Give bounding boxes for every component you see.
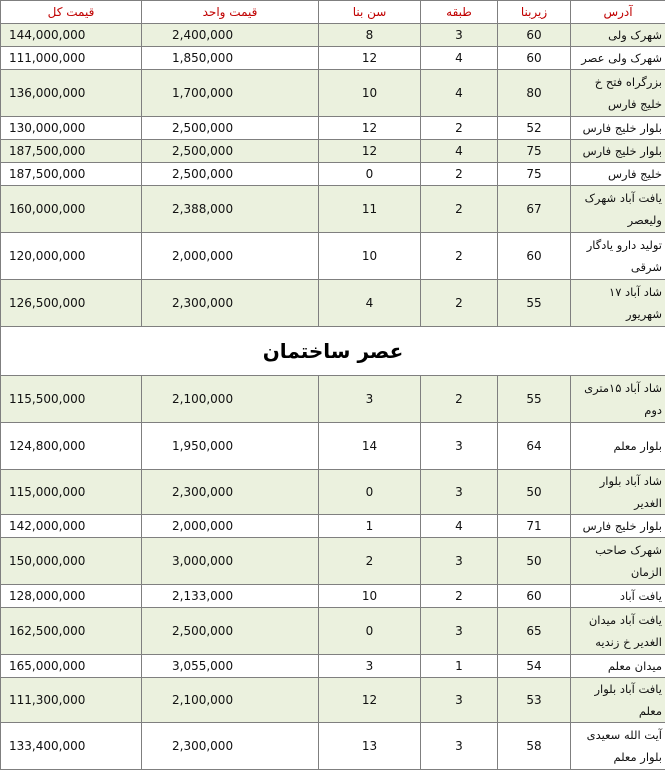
address-cell: آیت الله سعیدی بلوار معلم <box>571 723 665 770</box>
unit-price-cell: 1,700,000 <box>142 70 319 117</box>
address-cell: بلوار خلیج فارس <box>571 140 665 163</box>
unit-price-cell: 2,400,000 <box>142 24 319 47</box>
unit-price-cell: 2,300,000 <box>142 470 319 515</box>
area-cell: 54 <box>498 655 571 678</box>
area-cell: 55 <box>498 376 571 423</box>
table-row <box>1 515 665 538</box>
area-cell: 60 <box>498 24 571 47</box>
total-price-cell: 128,000,000 <box>1 585 142 608</box>
unit-price-cell: 3,000,000 <box>142 538 319 585</box>
address-cell: میدان معلم <box>571 655 665 678</box>
floor-cell: 2 <box>421 376 498 423</box>
header-total-price: قیمت کل <box>1 1 142 24</box>
area-cell: 58 <box>498 723 571 770</box>
address-cell: بلوار خلیج فارس <box>571 515 665 538</box>
area-cell: 67 <box>498 186 571 233</box>
area-cell: 64 <box>498 423 571 470</box>
unit-price-cell: 2,500,000 <box>142 608 319 655</box>
age-cell: 10 <box>319 70 421 117</box>
area-cell: 60 <box>498 233 571 280</box>
address-cell: خلیج فارس <box>571 163 665 186</box>
table-row <box>1 470 665 515</box>
address-cell: شاد آباد ۱۷ شهریور <box>571 280 665 327</box>
floor-cell: 4 <box>421 140 498 163</box>
floor-cell: 3 <box>421 470 498 515</box>
table-row <box>1 280 665 327</box>
age-cell: 12 <box>319 140 421 163</box>
age-cell: 3 <box>319 655 421 678</box>
age-cell: 13 <box>319 723 421 770</box>
age-cell: 0 <box>319 163 421 186</box>
table-row <box>1 423 665 470</box>
header-address: آدرس <box>571 1 665 24</box>
unit-price-cell: 2,100,000 <box>142 376 319 423</box>
area-cell: 65 <box>498 608 571 655</box>
brand-row <box>1 327 665 376</box>
age-cell: 3 <box>319 376 421 423</box>
address-cell: یافت آباد <box>571 585 665 608</box>
age-cell: 11 <box>319 186 421 233</box>
table-body-top <box>1 24 665 327</box>
age-cell: 14 <box>319 423 421 470</box>
total-price-cell: 124,800,000 <box>1 423 142 470</box>
total-price-cell: 160,000,000 <box>1 186 142 233</box>
total-price-cell: 111,000,000 <box>1 47 142 70</box>
age-cell: 12 <box>319 117 421 140</box>
table-row <box>1 140 665 163</box>
floor-cell: 2 <box>421 280 498 327</box>
area-cell: 60 <box>498 47 571 70</box>
total-price-cell: 150,000,000 <box>1 538 142 585</box>
table-row <box>1 163 665 186</box>
total-price-cell: 162,500,000 <box>1 608 142 655</box>
floor-cell: 1 <box>421 655 498 678</box>
age-cell: 4 <box>319 280 421 327</box>
address-cell: بزرگراه فتح خ خلیج فارس <box>571 70 665 117</box>
floor-cell: 4 <box>421 515 498 538</box>
brand-section <box>1 327 665 376</box>
unit-price-cell: 2,100,000 <box>142 678 319 723</box>
address-cell: یافت آباد بلوار معلم <box>571 678 665 723</box>
unit-price-cell: 2,500,000 <box>142 140 319 163</box>
header-floor: طبقه <box>421 1 498 24</box>
total-price-cell: 130,000,000 <box>1 117 142 140</box>
age-cell: 12 <box>319 678 421 723</box>
floor-cell: 2 <box>421 117 498 140</box>
table-row <box>1 608 665 655</box>
address-cell: تولید دارو یادگار شرقی <box>571 233 665 280</box>
table-row <box>1 538 665 585</box>
area-cell: 52 <box>498 117 571 140</box>
floor-cell: 3 <box>421 678 498 723</box>
address-cell: بلوار معلم <box>571 423 665 470</box>
floor-cell: 4 <box>421 47 498 70</box>
unit-price-cell: 2,388,000 <box>142 186 319 233</box>
floor-cell: 3 <box>421 538 498 585</box>
unit-price-cell: 1,950,000 <box>142 423 319 470</box>
floor-cell: 2 <box>421 233 498 280</box>
unit-price-cell: 2,133,000 <box>142 585 319 608</box>
total-price-cell: 136,000,000 <box>1 70 142 117</box>
age-cell: 0 <box>319 470 421 515</box>
floor-cell: 3 <box>421 423 498 470</box>
area-cell: 71 <box>498 515 571 538</box>
address-cell: شهرک ولی <box>571 24 665 47</box>
area-cell: 75 <box>498 163 571 186</box>
total-price-cell: 165,000,000 <box>1 655 142 678</box>
table-row <box>1 655 665 678</box>
age-cell: 8 <box>319 24 421 47</box>
unit-price-cell: 2,500,000 <box>142 163 319 186</box>
area-cell: 75 <box>498 140 571 163</box>
floor-cell: 2 <box>421 585 498 608</box>
unit-price-cell: 2,000,000 <box>142 515 319 538</box>
table-row <box>1 585 665 608</box>
table-row <box>1 117 665 140</box>
table-row <box>1 376 665 423</box>
age-cell: 10 <box>319 585 421 608</box>
brand-cell <box>1 327 665 376</box>
brand-logo: عصر ساختمان <box>263 339 404 363</box>
table-row <box>1 678 665 723</box>
table-row <box>1 24 665 47</box>
total-price-cell: 115,500,000 <box>1 376 142 423</box>
area-cell: 50 <box>498 470 571 515</box>
table-row <box>1 186 665 233</box>
total-price-cell: 120,000,000 <box>1 233 142 280</box>
total-price-cell: 187,500,000 <box>1 140 142 163</box>
total-price-cell: 144,000,000 <box>1 24 142 47</box>
total-price-cell: 111,300,000 <box>1 678 142 723</box>
total-price-cell: 187,500,000 <box>1 163 142 186</box>
address-cell: شاد آباد بلوار الغدیر <box>571 470 665 515</box>
unit-price-cell: 2,500,000 <box>142 117 319 140</box>
age-cell: 0 <box>319 608 421 655</box>
header-area: زیربنا <box>498 1 571 24</box>
floor-cell: 3 <box>421 24 498 47</box>
address-cell: شهرک صاحب الزمان <box>571 538 665 585</box>
table-row <box>1 233 665 280</box>
total-price-cell: 115,000,000 <box>1 470 142 515</box>
unit-price-cell: 2,300,000 <box>142 280 319 327</box>
area-cell: 50 <box>498 538 571 585</box>
age-cell: 2 <box>319 538 421 585</box>
total-price-cell: 126,500,000 <box>1 280 142 327</box>
area-cell: 53 <box>498 678 571 723</box>
floor-cell: 2 <box>421 163 498 186</box>
table-row <box>1 47 665 70</box>
floor-cell: 2 <box>421 186 498 233</box>
unit-price-cell: 1,850,000 <box>142 47 319 70</box>
address-cell: یافت آباد میدان الغدیر خ زندیه <box>571 608 665 655</box>
area-cell: 55 <box>498 280 571 327</box>
header-unit-price: قیمت واحد <box>142 1 319 24</box>
header-row <box>1 1 665 24</box>
address-cell: بلوار خلیج فارس <box>571 117 665 140</box>
unit-price-cell: 3,055,000 <box>142 655 319 678</box>
age-cell: 1 <box>319 515 421 538</box>
address-cell: یافت آباد شهرک ولیعصر <box>571 186 665 233</box>
address-cell: شاد آباد ۱۵متری دوم <box>571 376 665 423</box>
floor-cell: 3 <box>421 608 498 655</box>
floor-cell: 4 <box>421 70 498 117</box>
table-body-bottom <box>1 376 665 770</box>
age-cell: 10 <box>319 233 421 280</box>
age-cell: 12 <box>319 47 421 70</box>
table-row <box>1 70 665 117</box>
total-price-cell: 142,000,000 <box>1 515 142 538</box>
area-cell: 60 <box>498 585 571 608</box>
address-cell: شهرک ولی عصر <box>571 47 665 70</box>
total-price-cell: 133,400,000 <box>1 723 142 770</box>
unit-price-cell: 2,300,000 <box>142 723 319 770</box>
header-age: سن بنا <box>319 1 421 24</box>
floor-cell: 3 <box>421 723 498 770</box>
unit-price-cell: 2,000,000 <box>142 233 319 280</box>
area-cell: 80 <box>498 70 571 117</box>
